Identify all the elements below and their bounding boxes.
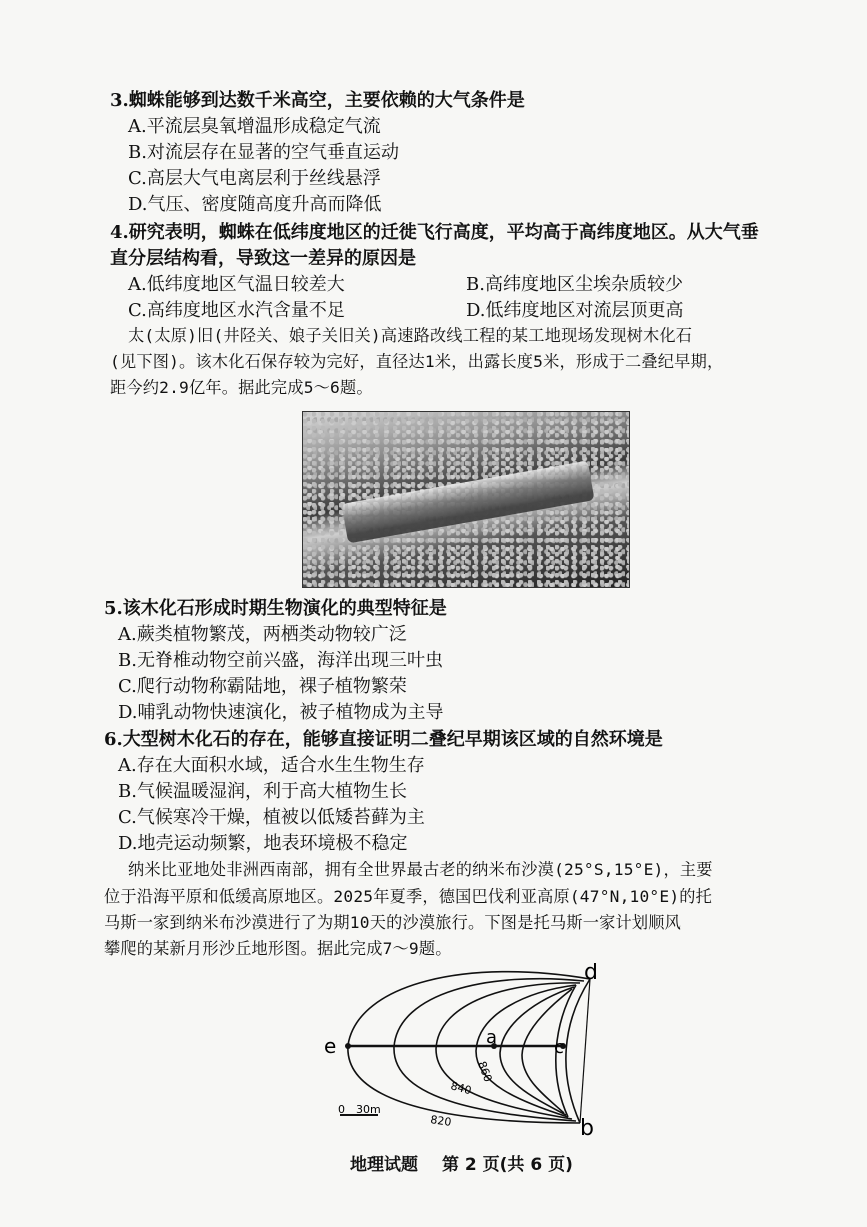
question-4-stem-line-2: 直分层结构看，导致这一差异的原因是 bbox=[110, 248, 416, 269]
slip-face-line bbox=[566, 979, 590, 1123]
question-3-stem: 3.蜘蛛能够到达数千米高空，主要依赖的大气条件是 bbox=[110, 90, 525, 111]
label-a: a bbox=[486, 1027, 498, 1048]
contour-840-label: 840 bbox=[449, 1079, 473, 1098]
footer-page-number: 第 2 页(共 6 页) bbox=[442, 1155, 573, 1175]
dune-horn-link bbox=[580, 979, 590, 1123]
label-d: d bbox=[584, 963, 598, 985]
footer-subject: 地理试题 bbox=[350, 1155, 418, 1175]
question-4-option-a: A.低纬度地区气温日较差大 bbox=[128, 274, 345, 295]
question-5-option-a: A.蕨类植物繁茂，两栖类动物较广泛 bbox=[118, 624, 407, 645]
question-4-option-b: B.高纬度地区尘埃杂质较少 bbox=[466, 274, 683, 295]
question-4-option-c: C.高纬度地区水汽含量不足 bbox=[128, 300, 345, 321]
contour-820-label: 820 bbox=[429, 1113, 453, 1129]
question-5-option-b: B.无脊椎动物空前兴盛，海洋出现三叶虫 bbox=[118, 650, 443, 671]
fossil-passage-line-2: (见下图)。该木化石保存较为完好，直径达1米，出露长度5米，形成于二叠纪早期， bbox=[110, 352, 724, 371]
question-6-option-a: A.存在大面积水域，适合水生生物生存 bbox=[118, 755, 425, 776]
question-3-option-a: A.平流层臭氧增温形成稳定气流 bbox=[128, 116, 381, 137]
label-c: c bbox=[554, 1037, 564, 1058]
fossil-log-shape bbox=[341, 461, 594, 544]
label-e: e bbox=[324, 1034, 337, 1058]
fossil-passage-line-3: 距今约2.9亿年。据此完成5～6题。 bbox=[110, 378, 373, 397]
question-3-option-d: D.气压、密度随高度升高而降低 bbox=[128, 194, 382, 215]
barchan-dune-contour-map bbox=[318, 963, 618, 1138]
namib-passage-line-1: 纳米比亚地处非洲西南部，拥有全世界最古老的纳米布沙漠(25°S,15°E)，主要 bbox=[128, 860, 713, 879]
question-5-option-c: C.爬行动物称霸陆地，裸子植物繁荣 bbox=[118, 676, 407, 697]
wood-fossil-photo bbox=[302, 411, 630, 588]
question-6-option-b: B.气候温暖湿润，利于高大植物生长 bbox=[118, 781, 407, 802]
question-6-option-c: C.气候寒冷干燥，植被以低矮苔藓为主 bbox=[118, 807, 425, 828]
question-6-option-d: D.地壳运动频繁，地表环境极不稳定 bbox=[118, 833, 408, 854]
fossil-passage-line-1: 太(太原)旧(井陉关、娘子关旧关)高速路改线工程的某工地现场发现树木化石 bbox=[128, 326, 693, 345]
question-5-option-d: D.哺乳动物快速演化，被子植物成为主导 bbox=[118, 702, 444, 723]
question-3-option-c: C.高层大气电离层利于丝线悬浮 bbox=[128, 168, 381, 189]
question-4-stem-line-1: 4.研究表明，蜘蛛在低纬度地区的迁徙飞行高度，平均高于高纬度地区。从大气垂 bbox=[110, 222, 759, 243]
question-6-stem: 6.大型树木化石的存在，能够直接证明二叠纪早期该区域的自然环境是 bbox=[104, 729, 663, 750]
question-3-option-b: B.对流层存在显著的空气垂直运动 bbox=[128, 142, 399, 163]
namib-passage-line-3: 马斯一家到纳米布沙漠进行了为期10天的沙漠旅行。下图是托马斯一家计划顺风 bbox=[104, 913, 682, 932]
question-5-stem: 5.该木化石形成时期生物演化的典型特征是 bbox=[104, 598, 447, 619]
scale-length: 30m bbox=[356, 1103, 381, 1116]
question-4-option-d: D.低纬度地区对流层顶更高 bbox=[466, 300, 684, 321]
namib-passage-line-4: 攀爬的某新月形沙丘地形图。据此完成7～9题。 bbox=[104, 939, 452, 958]
contour-860-label: 860 bbox=[475, 1059, 495, 1084]
label-b: b bbox=[580, 1116, 594, 1138]
point-e-dot bbox=[345, 1043, 351, 1049]
namib-passage-line-2: 位于沿海平原和低缓高原地区。2025年夏季，德国巴伐利亚高原(47°N,10°E)的托 bbox=[104, 887, 713, 906]
scale-zero: 0 bbox=[338, 1103, 345, 1116]
